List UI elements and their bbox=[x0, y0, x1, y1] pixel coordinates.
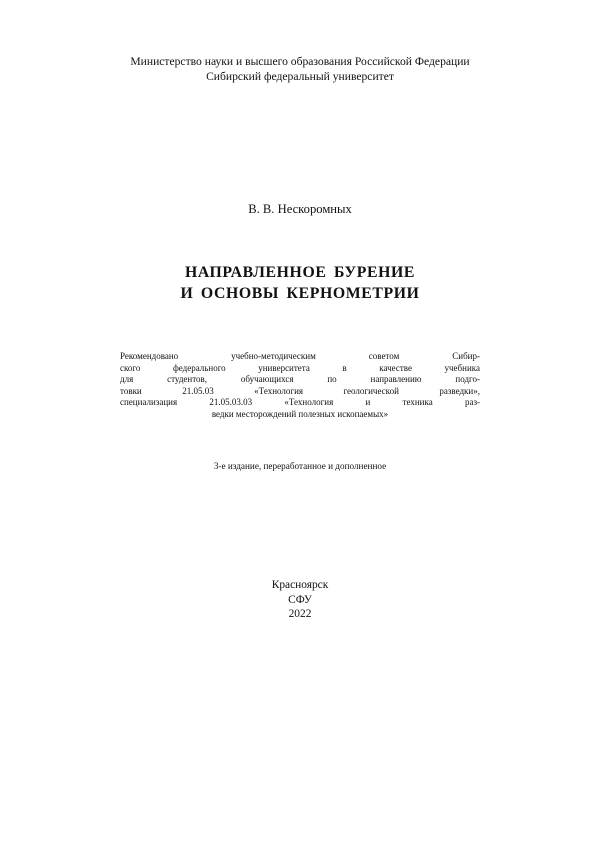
recommendation-line: ведки месторождений полезных ископаемых» bbox=[211, 408, 389, 419]
recommendation-line: Рекомендовано учебно-методическим советом Сибир- bbox=[120, 351, 480, 361]
imprint bbox=[0, 578, 600, 622]
ministry-header bbox=[0, 54, 600, 84]
imprint-publisher: СФУ bbox=[288, 593, 312, 606]
book-title-line-1: НАПРАВЛЕННОЕ БУРЕНИЕ bbox=[185, 264, 415, 281]
author-name: В. В. Нескоромных bbox=[248, 202, 352, 216]
edition-note: 3-е издание, переработанное и дополненное bbox=[213, 461, 387, 471]
recommendation-line: для студентов, обучающихся по направлению подго- bbox=[120, 374, 480, 384]
book-title bbox=[0, 262, 600, 304]
recommendation-line: товки 21.05.03 «Технология геологической разведки», bbox=[120, 385, 480, 396]
imprint-year: 2022 bbox=[288, 608, 312, 620]
recommendation-note bbox=[120, 351, 480, 420]
recommendation-line: специализация 21.05.03.03 «Технология и техника раз- bbox=[120, 397, 480, 407]
book-title-line-2: И ОСНОВЫ КЕРНОМЕТРИИ bbox=[180, 285, 420, 302]
ministry-name: Министерство науки и высшего образования Российской Федерации bbox=[130, 55, 470, 68]
imprint-city: Красноярск bbox=[271, 579, 329, 591]
university-name: Сибирский федеральный университет bbox=[206, 70, 394, 83]
recommendation-line: ского федерального университета в качестве учебника bbox=[120, 362, 480, 373]
